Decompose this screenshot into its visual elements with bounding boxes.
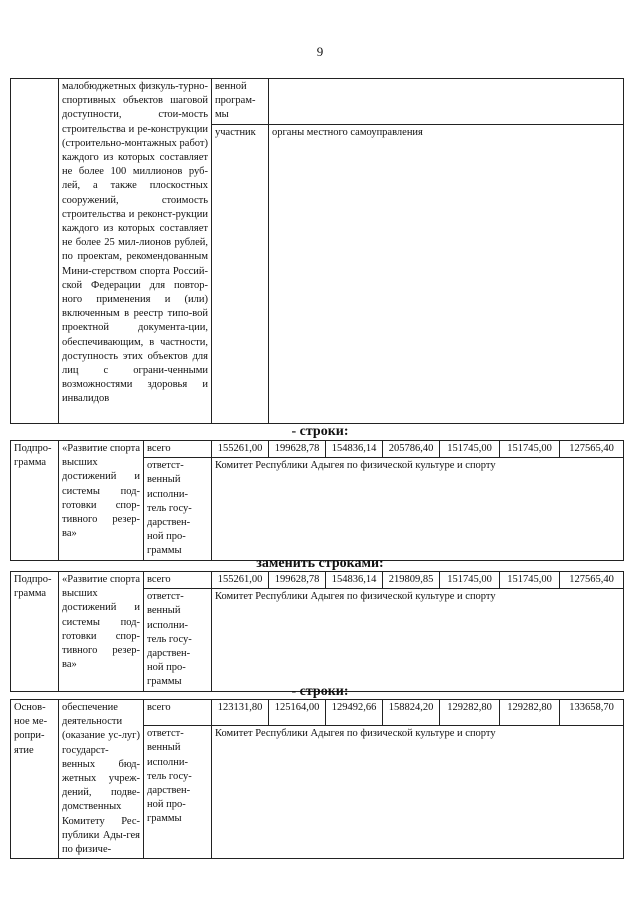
value-cell: 129282,80 (500, 700, 560, 726)
row-name: «Развитие спорта высших достижений и системы под-готовки спор-тивного резер-ва» (59, 572, 144, 692)
row-type: Подпро- грамма (11, 572, 59, 692)
description-text: малобюджетных физкуль-турно-спортивных объектов шаговой доступности, стои-мость строительства и ре-конструкции (строительно-монтажных работ) каждого из которых составляет не более 100 миллионов руб-лей, а также плоскостных сооружений, стоимость строительства и реконст-рукции каждого из которых составляет не более 25 мил-лионов рублей, по проектам, рекомендованным Мини-стерством спорта Россий-ской Федерации для повтор-ного применения и (или) включенным в реестр типо-вой проектной документа-ции, обеспечивающим, в частности, доступность этих объектов для лиц с ограни-ченными возможностями здоровья и инвалидов (59, 79, 212, 424)
value-cell: 219809,85 (383, 572, 440, 589)
value-cell: 129282,80 (440, 700, 500, 726)
value-cell: 129492,66 (326, 700, 383, 726)
empty-cell (11, 79, 59, 424)
page-number: 9 (316, 44, 324, 59)
total-label: всего (144, 572, 212, 589)
value-cell: 125164,00 (269, 700, 326, 726)
exec-label: ответст- венный исполни- тель госу- дарствен- ной про- граммы (144, 726, 212, 859)
exec-label: ответст- венный исполни- тель госу- дарствен- ной про- граммы (144, 458, 212, 560)
row-type: Подпро- грамма (11, 441, 59, 561)
table-row (11, 572, 624, 589)
empty-cell (269, 79, 624, 125)
value-cell: 199628,78 (269, 572, 326, 589)
role-participant: участник (212, 124, 269, 423)
separator-lines: - строки: (291, 424, 349, 439)
table-row (11, 79, 624, 125)
role-cont: венной програм- мы (212, 79, 269, 125)
separator-replace: заменить строками: (256, 556, 384, 571)
exec-label: ответст- венный исполни- тель госу- дарствен- ной про- граммы (144, 589, 212, 691)
row-type: Основ- ное ме- ропри- ятие (11, 700, 59, 859)
value-cell: 155261,00 (212, 572, 269, 589)
separator-lines: - строки: (291, 684, 349, 699)
value-cell: 127565,40 (560, 572, 624, 589)
table-row (11, 441, 624, 458)
value-cell: 154836,14 (326, 441, 383, 458)
block3-table (10, 699, 624, 859)
exec-value: Комитет Республики Адыгея по физической культуре и спорту (212, 726, 624, 859)
value-cell: 151745,00 (440, 572, 500, 589)
row-name: «Развитие спорта высших достижений и системы под-готовки спор-тивного резер-ва» (59, 441, 144, 561)
value-cell: 155261,00 (212, 441, 269, 458)
exec-value: Комитет Республики Адыгея по физической культуре и спорту (212, 589, 624, 691)
row-name: обеспечение деятельности (оказание ус-луг) государст-венных бюд-жетных учреж-дений, подве-домственных Комитету Рес-публики Ады-гея по физиче- (59, 700, 144, 859)
top-table (10, 78, 624, 424)
participant-value: органы местного самоуправления (269, 124, 624, 423)
value-cell: 127565,40 (560, 441, 624, 458)
value-cell: 205786,40 (383, 441, 440, 458)
block1-table (10, 440, 624, 561)
exec-value: Комитет Республики Адыгея по физической культуре и спорту (212, 458, 624, 560)
value-cell: 151745,00 (500, 572, 560, 589)
value-cell: 133658,70 (560, 700, 624, 726)
value-cell: 151745,00 (500, 441, 560, 458)
total-label: всего (144, 441, 212, 458)
total-label: всего (144, 700, 212, 726)
block2-table (10, 571, 624, 692)
table-row (11, 700, 624, 726)
value-cell: 123131,80 (212, 700, 269, 726)
value-cell: 151745,00 (440, 441, 500, 458)
value-cell: 158824,20 (383, 700, 440, 726)
value-cell: 199628,78 (269, 441, 326, 458)
value-cell: 154836,14 (326, 572, 383, 589)
